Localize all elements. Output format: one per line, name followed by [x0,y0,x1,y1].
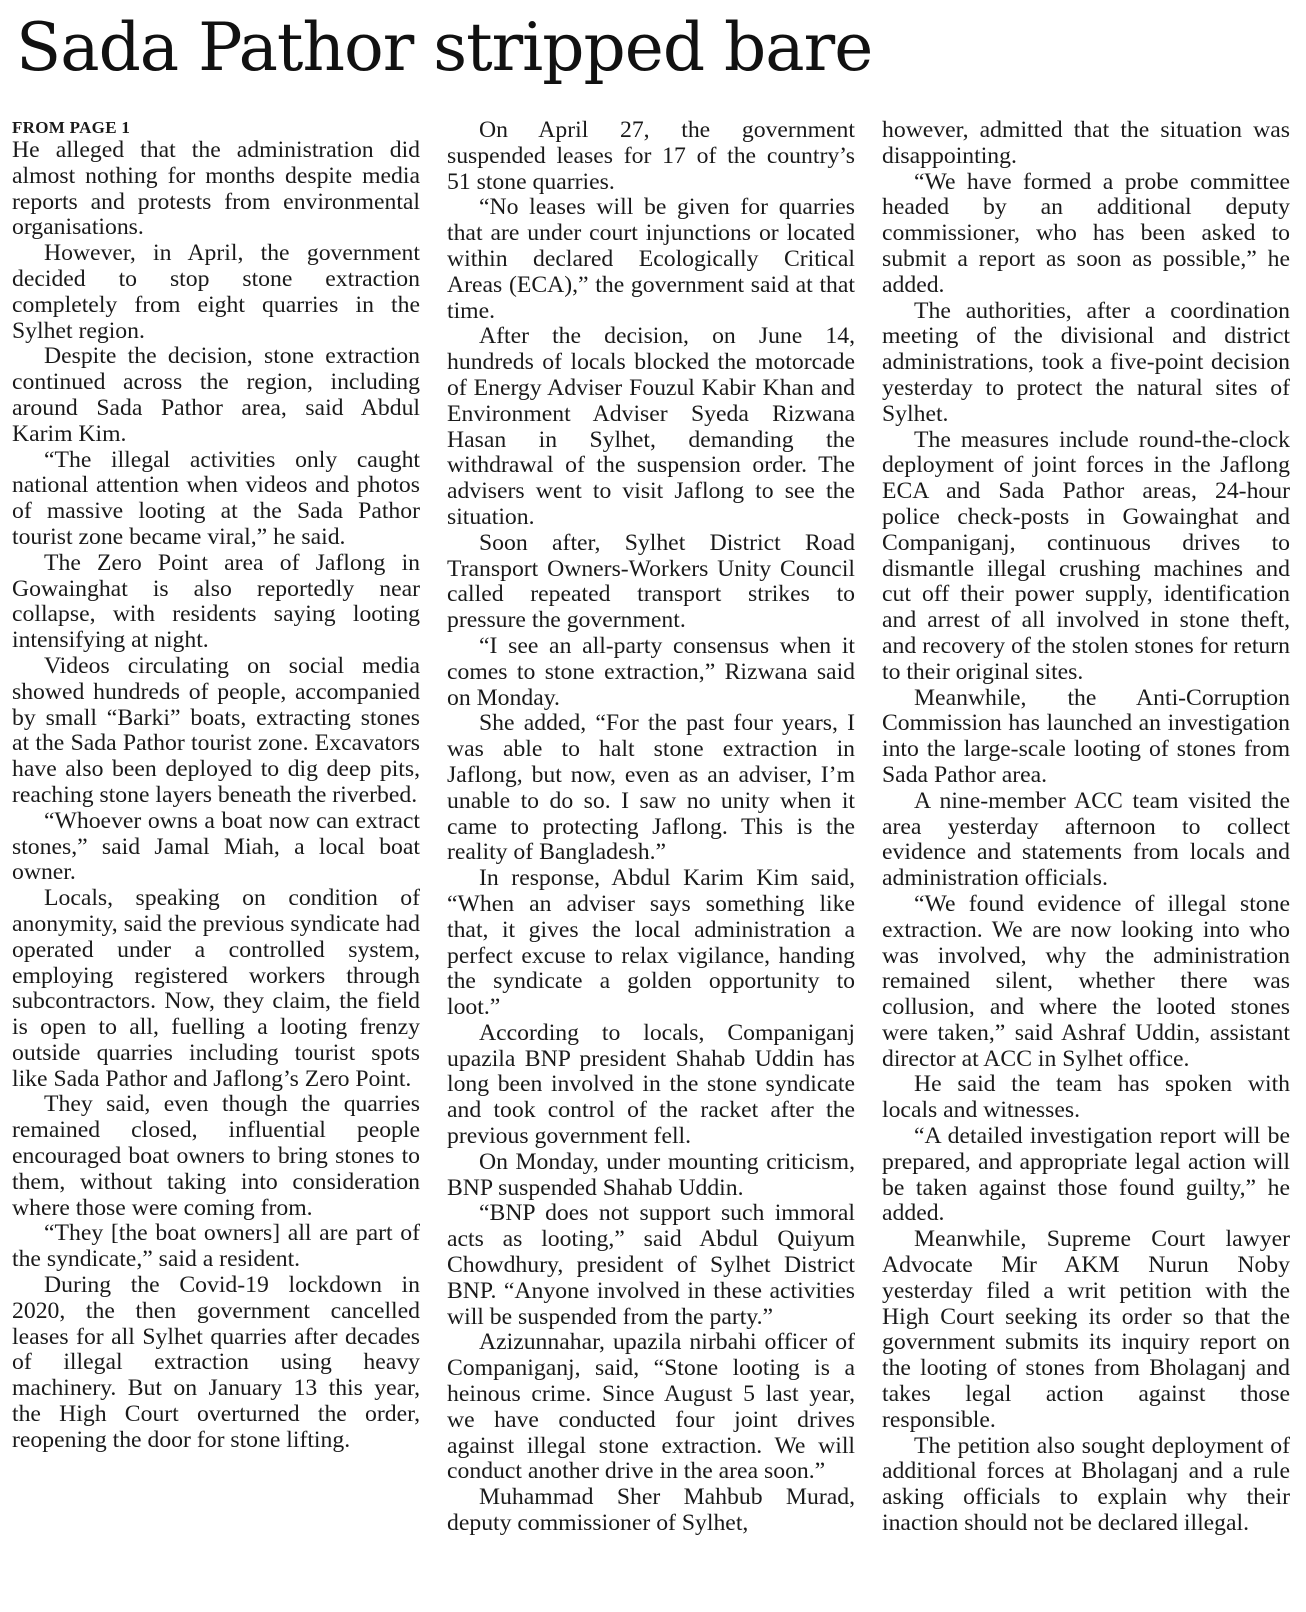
article-paragraph: After the decision, on June 14, hundreds of locals blocked the motorcade of Energy Adviser Fouzul Kabir Khan and Environment Adviser Syeda Rizwana Hasan in Sylhet, demanding the withdrawal of the suspension order. The advisers went to visit Jaflong to see the situation. [447,323,855,530]
article-paragraph: They said, even though the quarries remained closed, influential people encouraged boat owners to bring stones to them, without taking into consideration where those were coming from. [12,1091,420,1221]
article-column-1 [12,118,420,1608]
article-paragraph: The Zero Point area of Jaflong in Gowainghat is also reportedly near collapse, with residents saying looting intensifying at night. [12,549,420,654]
article-paragraph: “They [the boat owners] all are part of the syndicate,” said a resident. [12,1220,420,1273]
article-paragraph: The authorities, after a coordination meeting of the divisional and district administrations, took a five-point decision yesterday to protect the natural sites of Sylhet. [882,297,1290,427]
article-headline: Sada Pathor stripped bare [16,9,873,86]
article-paragraph: A nine-member ACC team visited the area yesterday afternoon to collect evidence and statements from locals and administration officials. [882,787,1290,892]
article-paragraph: Azizunnahar, upazila nirbahi officer of Companiganj, said, “Stone looting is a heinous crime. Since August 5 last year, we have conducted four joint drives against illegal stone extraction. We will conduct another drive in the area soon.” [447,1329,855,1485]
article-paragraph: Despite the decision, stone extraction continued across the region, including around Sada Pathor area, said Abdul Karim Kim. [12,343,420,447]
article-paragraph: He alleged that the administration did almost nothing for months despite media reports and protests from environmental organisations. [12,137,420,241]
article-paragraph: On April 27, the government suspended leases for 17 of the country’s 51 stone quarries. [447,118,855,195]
article-paragraph: According to locals, Companiganj upazila BNP president Shahab Uddin has long been involved in the stone syndicate and took control of the racket after the previous government fell. [447,1019,855,1150]
article-paragraph: In response, Abdul Karim Kim said, “When an adviser says something like that, it gives the local administration a perfect excuse to relax vigilance, handing the syndicate a golden opportunity to loot.” [447,865,855,1021]
article-paragraph: Videos circulating on social media showed hundreds of people, accompanied by small “Barki” boats, extracting stones at the Sada Pathor tourist zone. Excavators have also been deployed to dig deep pits, reaching stone layers beneath the riverbed. [12,652,420,808]
article-paragraph: “We have formed a probe committee headed by an additional deputy commissioner, who has been asked to submit a report as soon as possible,” he added. [882,168,1290,298]
article-column-2 [447,118,855,1608]
article-paragraph: “A detailed investigation report will be prepared, and appropriate legal action will be taken against those found guilty,” he added. [882,1123,1290,1227]
article-paragraph: “I see an all-party consensus when it comes to stone extraction,” Rizwana said on Monday. [447,632,855,711]
article-column-3 [882,118,1290,1608]
article-paragraph: Meanwhile, the Anti-Corruption Commission has launched an investigation into the large-scale looting of stones from Sada Pathor area. [882,684,1290,788]
article-paragraph: however, admitted that the situation was disappointing. [882,118,1290,169]
article-paragraph: He said the team has spoken with locals and witnesses. [882,1071,1290,1124]
article-paragraph: Soon after, Sylhet District Road Transport Owners-Workers Unity Council called repeated transport strikes to pressure the government. [447,529,855,634]
article-paragraph: On Monday, under mounting criticism, BNP suspended Shahab Uddin. [447,1148,855,1201]
article-paragraph: “We found evidence of illegal stone extraction. We are now looking into who was involved, why the administration remained silent, whether there was collusion, and where the looted stones were taken,” said Ashraf Uddin, assistant director at ACC in Sylhet office. [882,890,1290,1072]
article-paragraph: However, in April, the government decided to stop stone extraction completely from eight quarries in the Sylhet region. [12,240,420,344]
article-paragraph: “No leases will be given for quarries that are under court injunctions or located within declared Ecologically Critical Areas (ECA),” the government said at that time. [447,194,855,324]
article-paragraph: “BNP does not support such immoral acts as looting,” said Abdul Quiyum Chowdhury, president of Sylhet District BNP. “Anyone involved in these activities will be suspended from the party.” [447,1200,855,1330]
article-paragraph: During the Covid-19 lockdown in 2020, the then government cancelled leases for all Sylhet quarries after decades of illegal extraction using heavy machinery. But on January 13 this year, the High Court overturned the order, reopening the door for stone lifting. [12,1272,420,1453]
article-paragraph: The petition also sought deployment of additional forces at Bholaganj and a rule asking officials to explain why their inaction should not be declared illegal. [882,1432,1290,1537]
article-paragraph: Muhammad Sher Mahbub Murad, deputy commissioner of Sylhet, [447,1484,855,1537]
article-paragraph: Locals, speaking on condition of anonymity, said the previous syndicate had operated under a controlled system, employing registered workers through subcontractors. Now, they claim, the field is open to all, fuelling a looting frenzy outside quarries including tourist spots like Sada Pathor and Jaflong’s Zero Point. [12,885,420,1092]
article-paragraph: The measures include round-the-clock deployment of joint forces in the Jaflong ECA and Sada Pathor areas, 24-hour police check-posts in Gowainghat and Companiganj, continuous drives to dismantle illegal crushing machines and cut off their power supply, identification and arrest of all involved in stone theft, and recovery of the stolen stones for return to their original sites. [882,426,1290,685]
article-body [12,118,1288,1608]
article-paragraph: “Whoever owns a boat now can extract stones,” said Jamal Miah, a local boat owner. [12,807,420,886]
article-paragraph: She added, “For the past four years, I was able to halt stone extraction in Jaflong, but now, even as an adviser, I’m unable to do so. I saw no unity when it came to protecting Jaflong. This is the reality of Bangladesh.” [447,710,855,866]
article-paragraph: Meanwhile, Supreme Court lawyer Advocate Mir AKM Nurun Noby yesterday filed a writ petition with the High Court seeking its order so that the government submits its inquiry report on the looting of stones from Bholaganj and takes legal action against those responsible. [882,1226,1290,1433]
continuation-kicker: FROM PAGE 1 [12,118,131,137]
article-paragraph: “The illegal activities only caught national attention when videos and photos of massive looting at the Sada Pathor tourist zone became viral,” he said. [12,446,420,550]
